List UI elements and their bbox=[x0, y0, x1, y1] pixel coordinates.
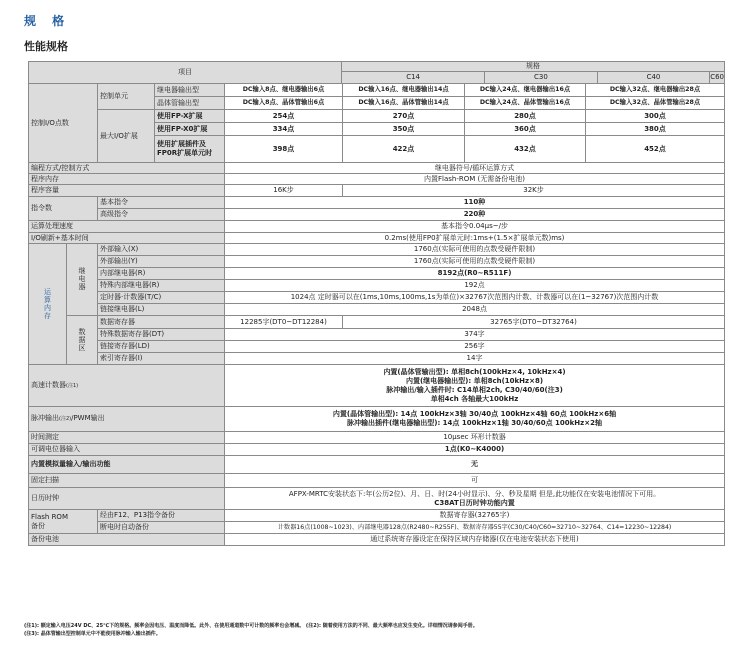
hsc-label: 高速计数器(注1) bbox=[29, 365, 225, 407]
model-c40: C40 bbox=[598, 72, 711, 83]
fixed-scan-label: 固定扫描 bbox=[29, 474, 225, 488]
header-spec: 规格 bbox=[342, 62, 725, 72]
relay-group-label: 继 电 器 bbox=[67, 244, 98, 316]
subsection-title: 性能规格 bbox=[24, 40, 68, 53]
time-measure-value: 10μsec 环形计数器 bbox=[225, 432, 725, 444]
relay-c14: DC输入8点、继电器输出6点 bbox=[225, 84, 343, 96]
special-relay-label: 特殊内部继电器(R) bbox=[98, 280, 225, 292]
fixed-scan-value: 可 bbox=[225, 474, 725, 488]
program-memory-value: 内置Flash-ROM (无需备份电池) bbox=[225, 174, 725, 185]
fpx-c14: 254点 bbox=[225, 110, 343, 122]
section-title: 规 格 bbox=[24, 14, 71, 28]
int-relay-value: 8192点(R0~R511F) bbox=[225, 268, 725, 280]
link-relay-label: 链接继电器(L) bbox=[98, 304, 225, 316]
special-dt-label: 特殊数据寄存器(DT) bbox=[98, 329, 225, 341]
plugin-label: 使用扩展插件及 FP0R扩展单元时 bbox=[155, 136, 225, 163]
special-relay-value: 192点 bbox=[225, 280, 725, 292]
advanced-instructions-value: 220种 bbox=[225, 209, 725, 221]
battery-label: 备份电池 bbox=[29, 534, 225, 546]
data-register-c14: 12285字(DT0~DT12284) bbox=[225, 316, 343, 328]
fp0-c60: 380点 bbox=[644, 125, 666, 133]
transistor-c30: DC输入16点、晶体管输出14点 bbox=[343, 97, 465, 109]
spec-table bbox=[28, 61, 725, 546]
capacity-c14: 16K步 bbox=[225, 185, 343, 196]
model-c14: C14 bbox=[342, 72, 485, 83]
calendar-label: 日历时钟 bbox=[29, 488, 225, 510]
fp0-c14: 334点 bbox=[225, 123, 343, 135]
timer-counter-label: 定时器·计数器(T/C) bbox=[98, 292, 225, 304]
data-register-others: 32765字(DT0~DT32764) bbox=[490, 318, 577, 326]
ext-output-label: 外部输出(Y) bbox=[98, 256, 225, 268]
instructions-label: 指令数 bbox=[29, 197, 98, 221]
fpx-c30: 270点 bbox=[343, 110, 465, 122]
fpx-c60: 300点 bbox=[644, 112, 666, 120]
timer-counter-value: 1024点 定时器可以在(1ms,10ms,100ms,1s为单位)×32767次范围内计数、计数器可以在(1~32767)次范围内计数 bbox=[225, 292, 725, 304]
link-register-value: 256字 bbox=[225, 341, 725, 353]
program-capacity-label: 程序容量 bbox=[29, 185, 225, 197]
programming-value: 继电器符号/循环运算方式 bbox=[225, 163, 725, 174]
header-item: 项目 bbox=[29, 62, 342, 84]
footnote-1: (注1): 额定输入电压24V DC、25℃下的规格。频率会因电压、温度而降低。此外、在使用通道数中可计数的频率也会增减。 (注2): 随着使用方法的不同、最大频率也应发生变化。详细情况请参阅手册。 bbox=[24, 623, 478, 629]
hsc-value: 内置(晶体管输出型): 单相8ch(100kHz×4, 10kHz×4) 内置(继电器输出型): 单相8ch(10kHz×8) 脉冲输出/输入插件时: C14单相2ch, C30/40/60(注3) 单相4ch 各轴最大100kHz bbox=[225, 365, 725, 407]
model-c60: C60 bbox=[710, 73, 725, 81]
special-dt-value: 374字 bbox=[225, 329, 725, 341]
basic-instructions-value: 110种 bbox=[225, 197, 725, 209]
footnotes bbox=[24, 622, 724, 638]
model-c30: C30 bbox=[485, 72, 598, 83]
relay-c40: DC输入24点、继电器输出16点 bbox=[465, 84, 586, 96]
footnote-3: (注3): 晶体管输出型控制单元中不能使用脉冲输入输出插件。 bbox=[24, 631, 161, 637]
calendar-value: AFPX-MRTC安装状态下:年(公历2位)、月、日、时(24小时显示)、分、秒及星期 但是,此功能仅在安装电池情况下可用。 C38AT日历时钟功能内置 bbox=[225, 488, 725, 510]
program-memory-label: 程序内存 bbox=[29, 174, 225, 185]
int-relay-label: 内部继电器(R) bbox=[98, 268, 225, 280]
link-register-label: 链接寄存器(LD) bbox=[98, 341, 225, 353]
advanced-instructions-label: 高级指令 bbox=[98, 209, 225, 221]
basic-instructions-label: 基本指令 bbox=[98, 197, 225, 209]
relay-output-label: 继电器输出型 bbox=[155, 84, 225, 97]
index-register-label: 索引寄存器(I) bbox=[98, 353, 225, 365]
ext-output-value: 1760点(实际可使用的点数受硬件限制) bbox=[225, 256, 725, 268]
data-area-label: 数 据 区 bbox=[67, 316, 98, 365]
plugin-c40: 432点 bbox=[465, 136, 586, 162]
fpx-c40: 280点 bbox=[465, 110, 586, 122]
transistor-output-label: 晶体管输出型 bbox=[155, 97, 225, 110]
f12-backup-label: 经由F12、P13指令备份 bbox=[98, 510, 225, 522]
fp0-c30: 350点 bbox=[343, 123, 465, 135]
link-relay-value: 2048点 bbox=[225, 304, 725, 316]
flash-rom-label: Flash ROM 备份 bbox=[29, 510, 98, 534]
plugin-c30: 422点 bbox=[343, 136, 465, 162]
io-group-label: 控制I/O点数 bbox=[29, 84, 98, 163]
refresh-label: I/O刷新+基本时间 bbox=[29, 233, 225, 244]
pot-input-label: 可调电位器输入 bbox=[29, 444, 225, 456]
refresh-value: 0.2ms(使用FP0扩展单元时:1ms+(1.5×扩展单元数)ms) bbox=[225, 233, 725, 244]
analog-label: 内置模拟量输入/输出功能 bbox=[29, 456, 225, 474]
pulse-output-value: 内置(晶体管输出型): 14点 100kHz×3轴 30/40点 100kHz×4轴 60点 100kHz×6轴 脉冲输出插件(继电器输出型): 14点 100kHz×1轴 30/40/60点 100kHz×2轴 bbox=[225, 407, 725, 432]
relay-c30: DC输入16点、继电器输出14点 bbox=[343, 84, 465, 96]
index-register-value: 14字 bbox=[225, 353, 725, 365]
transistor-c60: DC输入32点、晶体管输出28点 bbox=[609, 99, 701, 106]
programming-label: 编程方式/控制方式 bbox=[29, 163, 225, 174]
f12-backup-value: 数据寄存器(32765字) bbox=[225, 510, 725, 522]
speed-label: 运算处理速度 bbox=[29, 221, 225, 233]
auto-backup-value: 计数器16点(1008~1023)、内部继电器128点(R2480~R255F)、数据寄存器55字(C30/C40/C60=32710~32764、C14=12230~12284) bbox=[225, 522, 725, 534]
transistor-c14: DC输入8点、晶体管输出6点 bbox=[225, 97, 343, 109]
relay-c60: DC输入32点、继电器输出28点 bbox=[609, 86, 701, 93]
plugin-c60: 452点 bbox=[644, 145, 666, 153]
plugin-c14: 398点 bbox=[225, 136, 343, 162]
op-memory-label: 运 算 内 存 bbox=[29, 244, 67, 365]
pulse-output-label: 脉冲输出(注2)/PWM输出 bbox=[29, 407, 225, 432]
auto-backup-label: 断电时自动备份 bbox=[98, 522, 225, 534]
capacity-others: 32K步 bbox=[523, 186, 544, 194]
time-measure-label: 时间测定 bbox=[29, 432, 225, 444]
max-io-label: 最大I/O扩展 bbox=[98, 110, 155, 163]
analog-value: 无 bbox=[225, 456, 725, 474]
ext-input-value: 1760点(实际可使用的点数受硬件限制) bbox=[225, 244, 725, 256]
data-register-label: 数据寄存器 bbox=[98, 316, 225, 329]
transistor-c40: DC输入24点、晶体管输出16点 bbox=[465, 97, 586, 109]
fp0-c40: 360点 bbox=[465, 123, 586, 135]
speed-value: 基本指令0.04μs~/步 bbox=[225, 221, 725, 233]
battery-value: 通过系统寄存器设定在保持区域内存储器(仅在电池安装状态下使用) bbox=[225, 534, 725, 546]
fp0-label: 使用FP-X0扩展 bbox=[155, 123, 225, 136]
control-unit-label: 控制单元 bbox=[98, 84, 155, 110]
fpx-label: 使用FP-X扩展 bbox=[155, 110, 225, 123]
pot-input-value: 1点(K0~K4000) bbox=[225, 444, 725, 456]
ext-input-label: 外部输入(X) bbox=[98, 244, 225, 256]
